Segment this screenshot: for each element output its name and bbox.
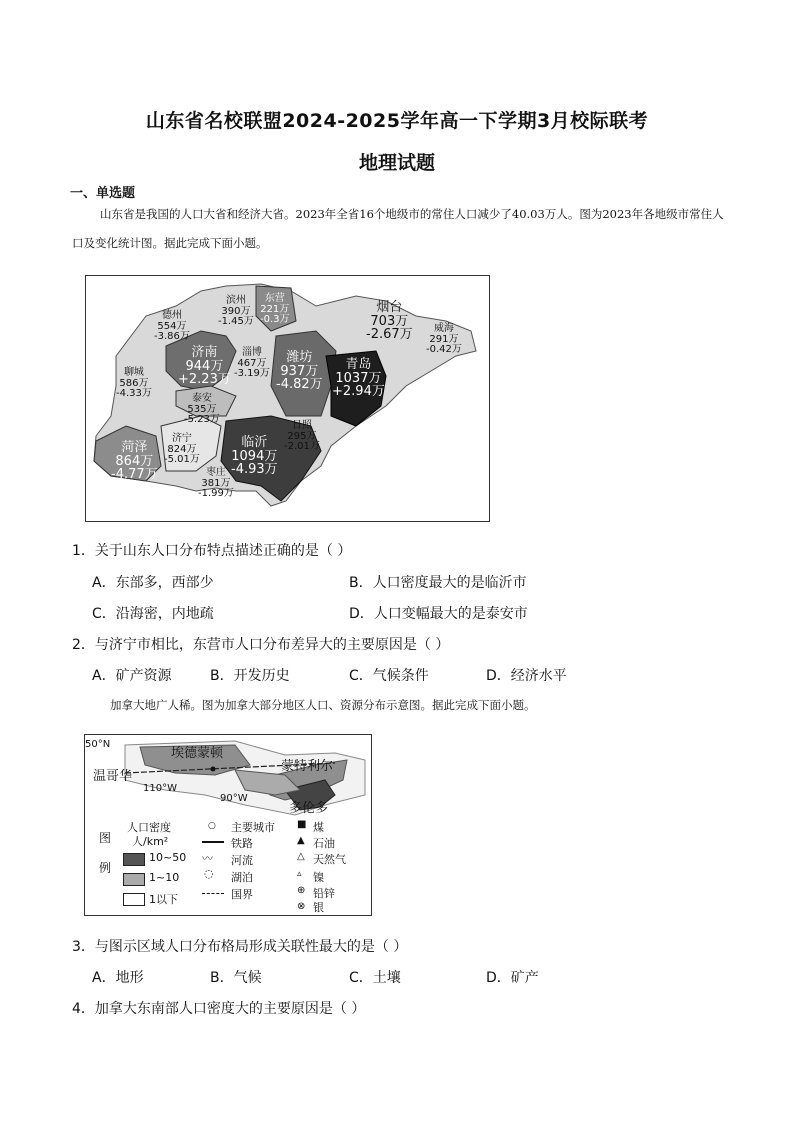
legend-s3: 河流 xyxy=(231,854,253,867)
exam-title: 山东省名校联盟2024-2025学年高一下学期3月校际联考 xyxy=(145,110,649,132)
legend-swatch-mid xyxy=(123,873,145,886)
canada-population-map xyxy=(84,734,372,916)
legend-title-2: 例 xyxy=(99,861,112,875)
intro-paragraph-2: 加拿大地广人稀。图为加拿大部分地区人口、资源分布示意图。据此完成下面小题。 xyxy=(110,698,536,712)
railway-icon xyxy=(202,841,224,843)
city-label-zibo: 淄博 467万 -3.19万 xyxy=(234,347,270,379)
lead-zinc-icon: ⊕ xyxy=(297,885,306,896)
city-label-dongying: 东营 221万 -0.3万 xyxy=(260,293,290,325)
q1-option-b[interactable]: B．人口密度最大的是临沂市 xyxy=(349,575,527,591)
legend-d2: 1~10 xyxy=(149,871,180,884)
river-icon: 〰 xyxy=(202,852,213,865)
city-label-weihai: 威海 291万 -0.42万 xyxy=(426,323,462,355)
q2-option-c[interactable]: C．气候条件 xyxy=(349,668,429,684)
section-heading: 一、单选题 xyxy=(70,186,136,201)
legend-s2: 铁路 xyxy=(231,837,253,850)
legend-r5: 铅锌 xyxy=(313,887,335,900)
city-toronto: 多伦多 xyxy=(289,801,329,816)
city-label-yantai: 烟台 703万 -2.67万 xyxy=(366,300,413,343)
city-edmonton: 埃德蒙顿 xyxy=(171,746,224,761)
lon-label-90: 90°W xyxy=(220,793,248,804)
oil-icon: ▲ xyxy=(297,835,305,846)
legend-s5: 国界 xyxy=(231,888,253,901)
silver-icon: ⊗ xyxy=(297,901,306,912)
lake-icon: ◌ xyxy=(204,867,214,880)
legend-d3: 1以下 xyxy=(149,893,178,906)
city-label-zaozhuang: 枣庄 381万 -1.99万 xyxy=(198,467,234,499)
city-label-weifang: 潍坊 937万 -4.82万 xyxy=(276,350,323,393)
q1-option-c[interactable]: C．沿海密，内地疏 xyxy=(92,606,214,622)
city-label-liaocheng: 聊城 586万 -4.33万 xyxy=(116,367,152,399)
intro-paragraph-1: 山东省是我国的人口大省和经济大省。2023年全省16个地级市的常住人口减少了40.03万人。图为2023年各地级市常住人口及变化统计图。据此完成下面小题。 xyxy=(72,207,724,250)
legend-s1: 主要城市 xyxy=(231,821,275,834)
question-3-stem: 3．与图示区域人口分布格局形成关联性最大的是（ ） xyxy=(72,939,408,955)
lat-label: 50°N xyxy=(85,739,111,750)
q3-option-b[interactable]: B．气候 xyxy=(210,970,262,986)
density-unit: 人/km² xyxy=(132,835,169,848)
q3-option-d[interactable]: D．矿产 xyxy=(486,970,539,986)
gas-icon: △ xyxy=(297,851,305,862)
density-title: 人口密度 xyxy=(127,821,171,834)
legend-s4: 湖泊 xyxy=(231,871,253,884)
city-label-rizhao: 日照 295万 -2.01万 xyxy=(284,420,320,452)
q2-option-a[interactable]: A．矿产资源 xyxy=(92,668,172,684)
legend-swatch-dark xyxy=(123,853,145,866)
city-label-binzhou: 滨州 390万 -1.45万 xyxy=(218,295,254,327)
city-label-jinan: 济南 944万 +2.23万 xyxy=(178,345,231,388)
city-label-jining: 济宁 824万 -5.01万 xyxy=(164,433,200,465)
city-symbol-icon: ○ xyxy=(208,821,216,831)
q3-option-c[interactable]: C．土壤 xyxy=(349,970,401,986)
city-label-qingdao: 青岛 1037万 +2.94万 xyxy=(332,357,385,400)
shandong-population-map xyxy=(85,275,490,522)
legend-r3: 天然气 xyxy=(313,853,346,866)
legend-r4: 镍 xyxy=(313,871,324,884)
q1-option-d[interactable]: D．人口变幅最大的是泰安市 xyxy=(349,606,528,622)
legend-r2: 石油 xyxy=(313,837,335,850)
legend-r1: 煤 xyxy=(313,821,324,834)
border-icon xyxy=(202,893,224,894)
city-label-heze: 菏泽 864万 -4.77万 xyxy=(111,440,158,483)
q3-option-a[interactable]: A．地形 xyxy=(92,970,144,986)
coal-icon: ■ xyxy=(297,819,307,830)
city-label-linyi: 临沂 1094万 -4.93万 xyxy=(231,435,278,478)
city-montreal: 蒙特利尔 xyxy=(281,759,334,774)
legend-swatch-light xyxy=(123,893,145,906)
city-vancouver: 温哥华 xyxy=(93,769,133,784)
nickel-icon: ▵ xyxy=(297,869,302,879)
legend-r6: 银 xyxy=(313,901,324,914)
exam-subtitle: 地理试题 xyxy=(358,152,435,174)
q2-option-d[interactable]: D．经济水平 xyxy=(486,668,567,684)
legend-d1: 10~50 xyxy=(149,851,187,864)
q1-option-a[interactable]: A．东部多，西部少 xyxy=(92,575,214,591)
legend-title-1: 图 xyxy=(99,831,112,845)
city-label-taian: 泰安 535万 -5.23万 xyxy=(184,393,220,425)
question-4-stem: 4．加拿大东南部人口密度大的主要原因是（ ） xyxy=(72,1001,366,1017)
city-label-dezhou: 德州 554万 -3.86万 xyxy=(154,310,190,342)
lon-label-110: 110°W xyxy=(143,783,177,794)
question-1-stem: 1．关于山东人口分布特点描述正确的是（ ） xyxy=(72,543,352,559)
q2-option-b[interactable]: B．开发历史 xyxy=(210,668,290,684)
question-2-stem: 2．与济宁市相比，东营市人口分布差异大的主要原因是（ ） xyxy=(72,637,450,653)
